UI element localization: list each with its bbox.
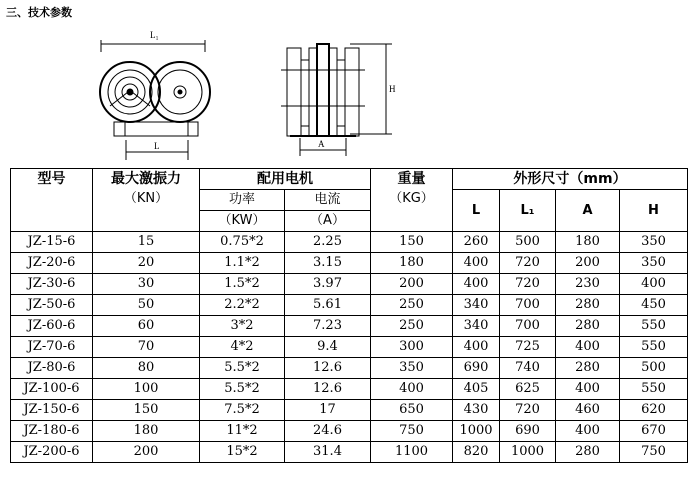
header-power: 功率 <box>200 190 285 211</box>
cell-L1: 690 <box>500 421 556 442</box>
cell-max-force: 150 <box>93 400 200 421</box>
table-row <box>11 295 688 316</box>
cell-A: 280 <box>556 358 620 379</box>
cell-model: JZ-30-6 <box>11 274 93 295</box>
cell-model: JZ-60-6 <box>11 316 93 337</box>
cell-L1: 720 <box>500 274 556 295</box>
cell-A: 400 <box>556 379 620 400</box>
cell-max-force: 100 <box>93 379 200 400</box>
cell-model: JZ-70-6 <box>11 337 93 358</box>
cell-L: 400 <box>453 337 500 358</box>
cell-power: 11*2 <box>200 421 285 442</box>
cell-weight: 150 <box>371 232 453 253</box>
cell-H: 670 <box>620 421 688 442</box>
cell-current: 9.4 <box>285 337 371 358</box>
cell-weight: 350 <box>371 358 453 379</box>
table-row <box>11 400 688 421</box>
cell-A: 280 <box>556 295 620 316</box>
cell-max-force: 80 <box>93 358 200 379</box>
header-model: 型号 <box>11 169 93 232</box>
cell-model: JZ-180-6 <box>11 421 93 442</box>
cell-A: 180 <box>556 232 620 253</box>
cell-H: 550 <box>620 379 688 400</box>
cell-max-force: 30 <box>93 274 200 295</box>
cell-weight: 1100 <box>371 442 453 463</box>
cell-L1: 720 <box>500 400 556 421</box>
cell-model: JZ-200-6 <box>11 442 93 463</box>
cell-L: 430 <box>453 400 500 421</box>
cell-H: 550 <box>620 337 688 358</box>
header-L1: L₁ <box>500 190 556 232</box>
cell-current: 3.15 <box>285 253 371 274</box>
header-max-force: 最大激振力 （KN） <box>93 169 200 232</box>
cell-L1: 500 <box>500 232 556 253</box>
cell-L: 400 <box>453 274 500 295</box>
cell-weight: 200 <box>371 274 453 295</box>
cell-L: 1000 <box>453 421 500 442</box>
cell-max-force: 70 <box>93 337 200 358</box>
cell-power: 0.75*2 <box>200 232 285 253</box>
cell-max-force: 180 <box>93 421 200 442</box>
cell-A: 200 <box>556 253 620 274</box>
cell-power: 1.5*2 <box>200 274 285 295</box>
cell-L1: 625 <box>500 379 556 400</box>
cell-power: 7.5*2 <box>200 400 285 421</box>
table-row <box>11 274 688 295</box>
table-row <box>11 379 688 400</box>
cell-weight: 400 <box>371 379 453 400</box>
cell-weight: 750 <box>371 421 453 442</box>
header-dimensions: 外形尺寸（mm） <box>453 169 688 190</box>
cell-model: JZ-15-6 <box>11 232 93 253</box>
cell-current: 31.4 <box>285 442 371 463</box>
cell-L: 340 <box>453 295 500 316</box>
cell-model: JZ-150-6 <box>11 400 93 421</box>
cell-H: 500 <box>620 358 688 379</box>
cell-power: 5.5*2 <box>200 379 285 400</box>
table-row <box>11 316 688 337</box>
table-row <box>11 358 688 379</box>
cell-A: 280 <box>556 442 620 463</box>
cell-max-force: 60 <box>93 316 200 337</box>
table-row <box>11 337 688 358</box>
cell-current: 7.23 <box>285 316 371 337</box>
header-H: H <box>620 190 688 232</box>
cell-current: 5.61 <box>285 295 371 316</box>
cell-H: 620 <box>620 400 688 421</box>
cell-current: 3.97 <box>285 274 371 295</box>
table-row <box>11 421 688 442</box>
cell-power: 3*2 <box>200 316 285 337</box>
header-L: L <box>453 190 500 232</box>
dim-label-l: L <box>154 141 160 151</box>
cell-L1: 725 <box>500 337 556 358</box>
cell-A: 280 <box>556 316 620 337</box>
cell-max-force: 50 <box>93 295 200 316</box>
table-row <box>11 253 688 274</box>
cell-L: 820 <box>453 442 500 463</box>
vibrator-technical-drawing <box>0 0 689 168</box>
cell-L1: 740 <box>500 358 556 379</box>
cell-L1: 720 <box>500 253 556 274</box>
header-current-unit: （A） <box>285 211 371 232</box>
spec-table-body <box>11 232 688 463</box>
cell-model: JZ-50-6 <box>11 295 93 316</box>
cell-L: 340 <box>453 316 500 337</box>
cell-model: JZ-80-6 <box>11 358 93 379</box>
cell-power: 2.2*2 <box>200 295 285 316</box>
dim-label-l1: L₁ <box>150 30 159 40</box>
cell-weight: 180 <box>371 253 453 274</box>
cell-L: 260 <box>453 232 500 253</box>
dim-label-h: H <box>389 84 396 94</box>
cell-L: 690 <box>453 358 500 379</box>
header-weight: 重量 （KG） <box>371 169 453 232</box>
header-A: A <box>556 190 620 232</box>
table-row <box>11 442 688 463</box>
cell-weight: 650 <box>371 400 453 421</box>
cell-H: 400 <box>620 274 688 295</box>
cell-L: 400 <box>453 253 500 274</box>
cell-A: 230 <box>556 274 620 295</box>
cell-current: 24.6 <box>285 421 371 442</box>
cell-L1: 700 <box>500 295 556 316</box>
cell-H: 350 <box>620 232 688 253</box>
cell-L: 405 <box>453 379 500 400</box>
cell-L1: 1000 <box>500 442 556 463</box>
cell-power: 4*2 <box>200 337 285 358</box>
header-current: 电流 <box>285 190 371 211</box>
header-power-unit: （KW） <box>200 211 285 232</box>
cell-L1: 700 <box>500 316 556 337</box>
cell-power: 5.5*2 <box>200 358 285 379</box>
cell-max-force: 200 <box>93 442 200 463</box>
cell-A: 460 <box>556 400 620 421</box>
cell-H: 550 <box>620 316 688 337</box>
cell-weight: 300 <box>371 337 453 358</box>
cell-current: 17 <box>285 400 371 421</box>
table-row <box>11 232 688 253</box>
cell-A: 400 <box>556 421 620 442</box>
section-title: 三、技术参数 <box>6 6 72 19</box>
spec-table <box>10 168 688 463</box>
cell-weight: 250 <box>371 295 453 316</box>
cell-model: JZ-20-6 <box>11 253 93 274</box>
cell-power: 1.1*2 <box>200 253 285 274</box>
cell-current: 2.25 <box>285 232 371 253</box>
cell-max-force: 20 <box>93 253 200 274</box>
cell-max-force: 15 <box>93 232 200 253</box>
cell-A: 400 <box>556 337 620 358</box>
cell-H: 350 <box>620 253 688 274</box>
dim-label-a: A <box>318 139 325 149</box>
cell-weight: 250 <box>371 316 453 337</box>
cell-model: JZ-100-6 <box>11 379 93 400</box>
cell-H: 450 <box>620 295 688 316</box>
cell-current: 12.6 <box>285 358 371 379</box>
cell-H: 750 <box>620 442 688 463</box>
cell-power: 15*2 <box>200 442 285 463</box>
header-motor: 配用电机 <box>200 169 371 190</box>
cell-current: 12.6 <box>285 379 371 400</box>
